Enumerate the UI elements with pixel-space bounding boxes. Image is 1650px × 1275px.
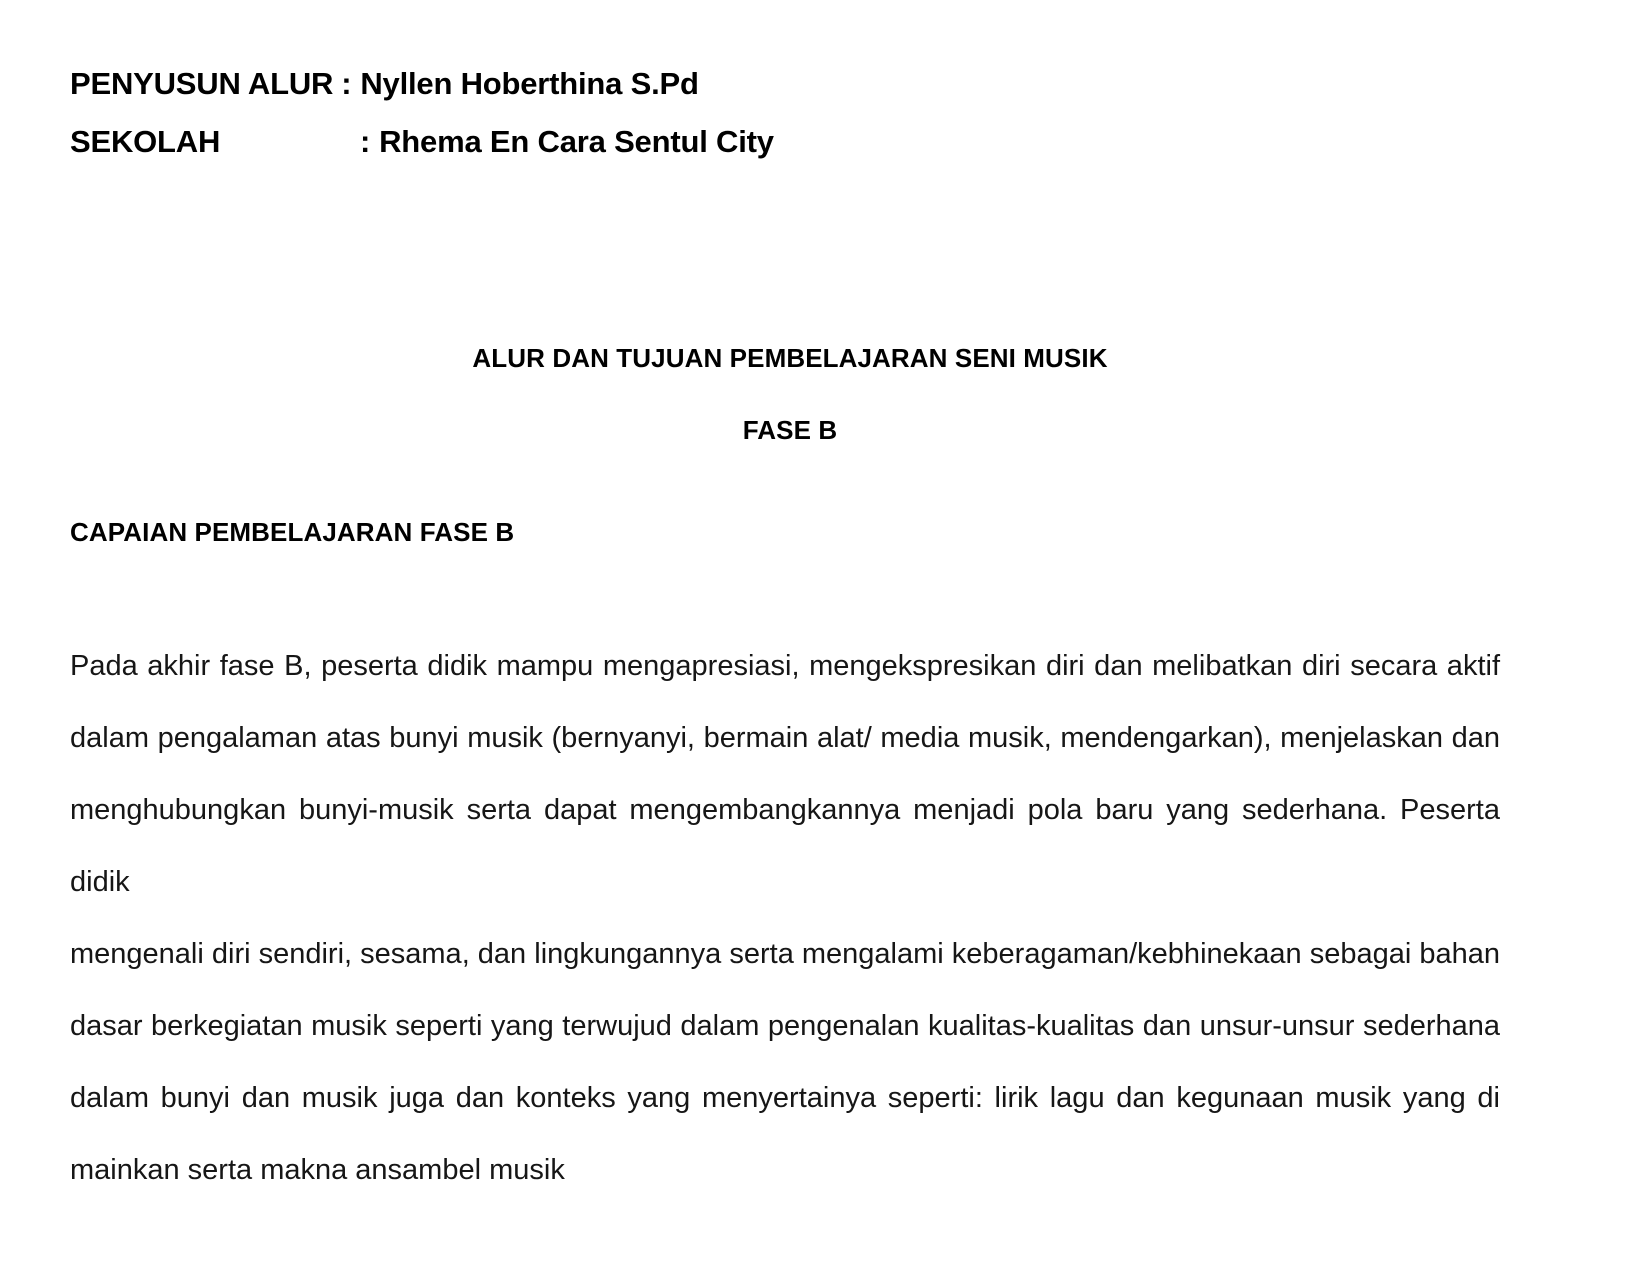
body-line: mainkan serta makna ansambel musik (70, 1154, 565, 1186)
body-line: mengenali diri sendiri, sesama, dan lingkungannya serta mengalami keberagaman/kebhinekaan sebagai bahan (70, 938, 1500, 970)
body-paragraph (70, 630, 1500, 1206)
header-label-penyusun: PENYUSUN ALUR (70, 66, 334, 101)
header-row-penyusun (70, 68, 1490, 99)
header-label-sekolah: SEKOLAH (70, 124, 221, 159)
document-title: ALUR DAN TUJUAN PEMBELAJARAN SENI MUSIK (472, 343, 1108, 373)
document-subtitle-phase: FASE B (742, 415, 838, 445)
section-heading-capaian: CAPAIAN PEMBELAJARAN FASE B (70, 517, 515, 547)
header-block (70, 68, 1490, 184)
body-line: dasar berkegiatan musik seperti yang terwujud dalam pengenalan kualitas-kualitas dan unsur-unsur sederhana (70, 1010, 1500, 1042)
header-row-sekolah (70, 126, 1490, 157)
body-line: dalam bunyi dan musik juga dan konteks yang menyertainya seperti: lirik lagu dan kegunaan musik yang di (70, 1082, 1500, 1114)
title-block (70, 345, 1510, 443)
header-value-penyusun: Nyllen Hoberthina S.Pd (360, 66, 699, 101)
body-line: Pada akhir fase B, peserta didik mampu mengapresiasi, mengekspresikan diri dan melibatkan diri secara aktif (70, 650, 1500, 682)
body-line: dalam pengalaman atas bunyi musik (bernyanyi, bermain alat/ media musik, mendengarkan), menjelaskan dan (70, 722, 1500, 754)
header-value-sekolah: Rhema En Cara Sentul City (379, 124, 774, 159)
body-line: menghubungkan bunyi-musik serta dapat mengembangkannya menjadi pola baru yang sederhana. Peserta didik (70, 794, 1500, 898)
header-separator-penyusun: : (341, 66, 352, 101)
header-separator-sekolah: : (360, 124, 371, 159)
